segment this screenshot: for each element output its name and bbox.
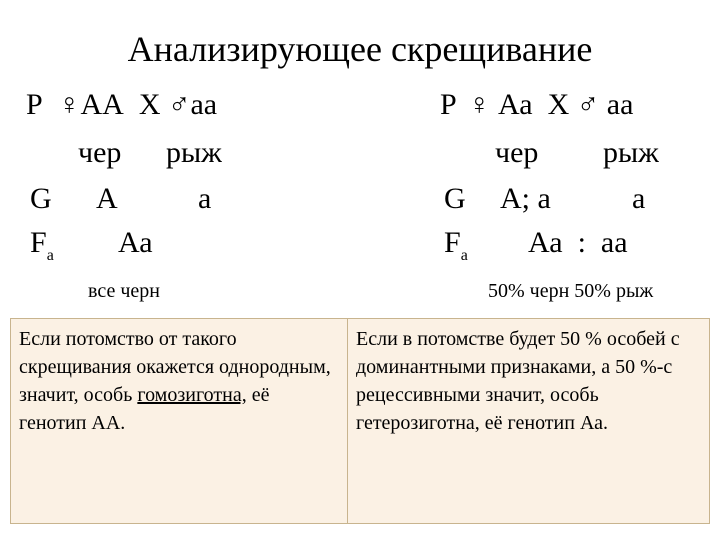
left-conclusion-underlined: гомозиготна, bbox=[137, 384, 247, 406]
right-conclusion-text: Если в потомстве будет 50 % особей с доминантными признаками, а 50 %-с рецессивными значит, особь гетерозиготна, её генотип Аа. bbox=[356, 328, 680, 434]
right-parents: ♀ Аа Х ♂ аа bbox=[468, 88, 634, 121]
right-g-label: G bbox=[444, 182, 466, 215]
right-p-label: Р bbox=[440, 88, 457, 121]
slide-title: Анализирующее скрещивание bbox=[127, 29, 593, 69]
left-phenotype-female: чер bbox=[78, 136, 122, 169]
left-parents: ♀АА Х ♂аа bbox=[58, 88, 218, 121]
right-conclusion-box bbox=[347, 318, 710, 524]
right-gamete-male: а bbox=[632, 182, 646, 215]
left-g-label: G bbox=[30, 182, 52, 215]
left-f-letter: F bbox=[30, 226, 47, 259]
left-gamete-female: А bbox=[96, 182, 118, 215]
left-f-subscript: а bbox=[46, 247, 54, 264]
right-f-label bbox=[444, 226, 468, 265]
left-gamete-male: а bbox=[198, 182, 212, 215]
right-f-subscript: а bbox=[460, 247, 468, 264]
left-conclusion-box bbox=[10, 318, 348, 524]
left-f-label bbox=[30, 226, 54, 265]
right-gamete-female: А; а bbox=[500, 182, 551, 215]
left-result: все черн bbox=[88, 280, 160, 302]
left-conclusion-text: Если потомство от такого скрещивания окажется однородным, значит, особь bbox=[19, 328, 331, 406]
right-result: 50% черн 50% рыж bbox=[488, 280, 654, 302]
left-conclusion-end: её генотип АА. bbox=[19, 384, 270, 434]
right-phenotype-male: рыж bbox=[603, 136, 659, 169]
left-phenotype-male: рыж bbox=[166, 136, 222, 169]
right-phenotype-female: чер bbox=[495, 136, 539, 169]
right-offspring: Аа : аа bbox=[528, 226, 628, 259]
left-p-label: Р bbox=[26, 88, 43, 121]
right-f-letter: F bbox=[444, 226, 461, 259]
left-offspring: Аа bbox=[118, 226, 153, 259]
